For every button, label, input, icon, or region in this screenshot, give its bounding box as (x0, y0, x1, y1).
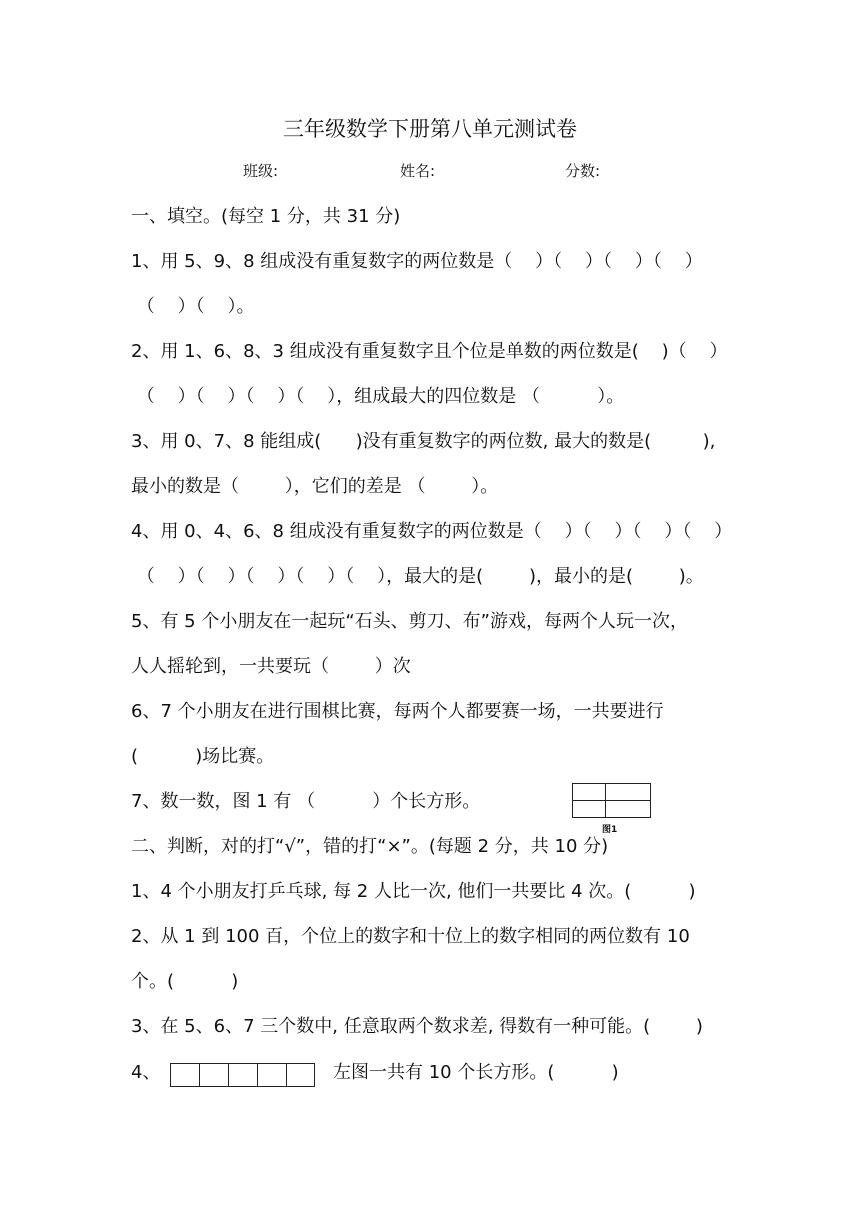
box-cell (170, 1063, 200, 1087)
question-line: 1、用 5、9、8 组成没有重复数字的两位数是（ ）（ ）（ ）（ ） (131, 251, 703, 272)
five-box-figure (170, 1063, 315, 1087)
question-line: 人人摇轮到，一共要玩（ ）次 (131, 656, 411, 677)
question-line: （ ）（ ）（ ）（ ）（ ），最大的是( )，最小的是( )。 (131, 566, 704, 587)
question-line: 4、用 0、4、6、8 组成没有重复数字的两位数是（ ）（ ）（ ）（ ） (131, 521, 733, 542)
question-line: 最小的数是（ ），它们的差是 （ ）。 (131, 476, 499, 497)
name-label: 姓名: (400, 162, 436, 180)
score-label: 分数: (565, 162, 601, 180)
question-line: 3、用 0、7、8 能组成( )没有重复数字的两位数, 最大的数是( ), (131, 431, 716, 452)
judge-line: 左图一共有 10 个长方形。( ) (333, 1062, 619, 1083)
grid-cell (605, 800, 651, 818)
box-cell (199, 1063, 229, 1087)
grid-cell (572, 800, 606, 818)
box-cell (228, 1063, 258, 1087)
question-line: 2、用 1、6、8、3 组成没有重复数字且个位是单数的两位数是( )（ ） (131, 341, 728, 362)
judge-q4-number: 4、 (131, 1062, 161, 1083)
question-line: 6、7 个小朋友在进行围棋比赛，每两个人都要赛一场，一共要进行 (131, 701, 664, 722)
class-label: 班级: (243, 162, 279, 180)
question-line: ( )场比赛。 (131, 746, 275, 767)
grid-cell (572, 783, 606, 801)
grid-cell (605, 783, 651, 801)
judge-line: 2、从 1 到 100 百，个位上的数字和十位上的数字相同的两位数有 10 (131, 926, 690, 947)
box-cell (257, 1063, 287, 1087)
page-title: 三年级数学下册第八单元测试卷 (283, 117, 577, 141)
question-line: 5、有 5 个小朋友在一起玩“石头、剪刀、布”游戏，每两个人玩一次， (131, 611, 688, 632)
question-line: 7、数一数，图 1 有 （ ）个长方形。 (131, 791, 481, 812)
question-line: （ ）（ ）。 (131, 296, 255, 317)
section2-heading: 二、判断，对的打“√”，错的打“×”。(每题 2 分，共 10 分) (131, 836, 609, 857)
box-cell (286, 1063, 315, 1087)
section1-heading: 一、填空。(每空 1 分，共 31 分) (131, 206, 401, 227)
figure-1-grid (572, 783, 652, 819)
question-line: （ ）（ ）（ ）（ ），组成最大的四位数是 （ ）。 (131, 386, 625, 407)
figure-caption: 图1 (602, 825, 618, 835)
judge-line: 1、4 个小朋友打乒乓球, 每 2 人比一次, 他们一共要比 4 次。( ) (131, 881, 696, 902)
judge-line: 3、在 5、6、7 三个数中, 任意取两个数求差, 得数有一种可能。( ) (131, 1016, 703, 1037)
judge-line: 个。( ) (131, 971, 239, 992)
